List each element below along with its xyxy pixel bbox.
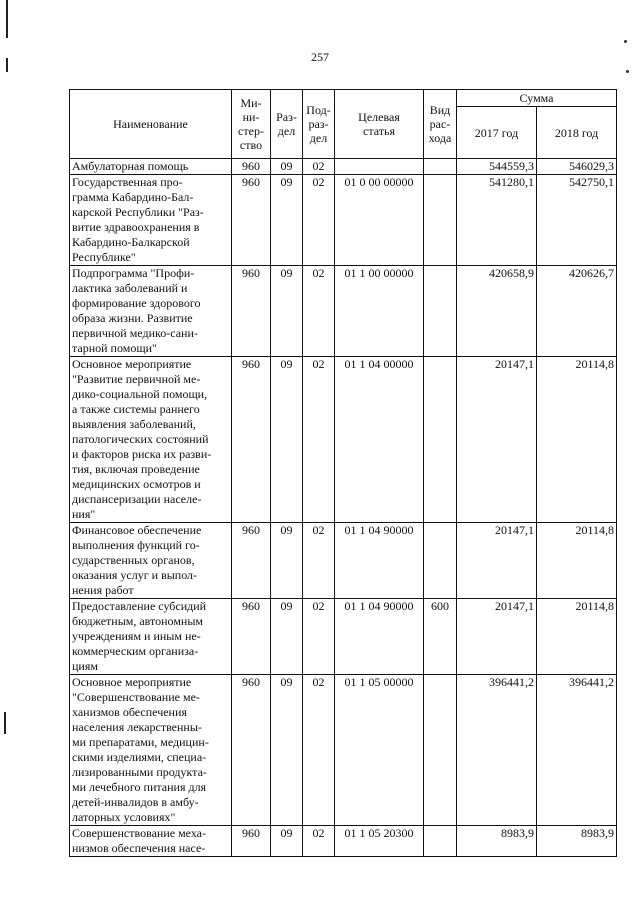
row-expense-type bbox=[424, 675, 457, 826]
row-sum-2017: 396441,2 bbox=[457, 675, 537, 826]
row-subsection: 02 bbox=[303, 826, 335, 857]
row-name: Основное мероприятие "Совершенствование ме- ханизмов обеспечения населения лекарственны- ми препаратами, медицин- скими изделиями, специа- лизированными продукта- ми лечебного питания для детей-инвалидов в амбу- латорных условиях" bbox=[70, 675, 232, 826]
scan-edge-mark-bottom bbox=[4, 712, 6, 734]
row-section: 09 bbox=[271, 826, 303, 857]
row-target: 01 1 04 90000 bbox=[335, 523, 424, 599]
row-section: 09 bbox=[271, 266, 303, 357]
header-target: Целевая статья bbox=[335, 90, 424, 159]
row-sum-2017: 20147,1 bbox=[457, 599, 537, 675]
row-target bbox=[335, 159, 424, 175]
table-row bbox=[70, 175, 617, 266]
row-sum-2017: 544559,3 bbox=[457, 159, 537, 175]
row-target: 01 1 05 20300 bbox=[335, 826, 424, 857]
row-subsection: 02 bbox=[303, 599, 335, 675]
row-subsection: 02 bbox=[303, 159, 335, 175]
row-ministry: 960 bbox=[232, 826, 271, 857]
row-ministry: 960 bbox=[232, 159, 271, 175]
row-target: 01 1 05 00000 bbox=[335, 675, 424, 826]
header-sum: Сумма bbox=[457, 90, 617, 107]
row-ministry: 960 bbox=[232, 599, 271, 675]
row-sum-2017: 8983,9 bbox=[457, 826, 537, 857]
header-year-2017: 2017 год bbox=[457, 107, 537, 159]
scan-dot-1 bbox=[624, 40, 627, 43]
row-sum-2017: 20147,1 bbox=[457, 523, 537, 599]
row-section: 09 bbox=[271, 357, 303, 523]
row-expense-type: 600 bbox=[424, 599, 457, 675]
header-subsection: Под- раз- дел bbox=[303, 90, 335, 159]
row-target: 01 1 04 00000 bbox=[335, 357, 424, 523]
row-subsection: 02 bbox=[303, 357, 335, 523]
row-sum-2017: 541280,1 bbox=[457, 175, 537, 266]
scan-dot-2 bbox=[626, 70, 629, 73]
table-row bbox=[70, 357, 617, 523]
row-ministry: 960 bbox=[232, 266, 271, 357]
header-name: Наименование bbox=[70, 90, 232, 159]
row-name: Государственная про- грамма Кабардино-Бал- карской Республики "Раз- витие здравоохранения в Кабардино-Балкарской Республике" bbox=[70, 175, 232, 266]
row-section: 09 bbox=[271, 159, 303, 175]
row-target: 01 0 00 00000 bbox=[335, 175, 424, 266]
row-name: Амбулаторная помощь bbox=[70, 159, 232, 175]
row-sum-2018: 8983,9 bbox=[537, 826, 617, 857]
row-expense-type bbox=[424, 159, 457, 175]
row-expense-type bbox=[424, 266, 457, 357]
table-row bbox=[70, 159, 617, 175]
row-section: 09 bbox=[271, 523, 303, 599]
table-row bbox=[70, 826, 617, 857]
row-subsection: 02 bbox=[303, 523, 335, 599]
row-ministry: 960 bbox=[232, 357, 271, 523]
row-sum-2018: 396441,2 bbox=[537, 675, 617, 826]
row-expense-type bbox=[424, 175, 457, 266]
row-name: Предоставление субсидий бюджетным, автономным учреждениям и иным не- коммерческим организа- циям bbox=[70, 599, 232, 675]
table-row bbox=[70, 675, 617, 826]
row-expense-type bbox=[424, 357, 457, 523]
header-year-2018: 2018 год bbox=[537, 107, 617, 159]
row-sum-2018: 20114,8 bbox=[537, 357, 617, 523]
row-name: Подпрограмма "Профи- лактика заболеваний и формирование здорового образа жизни. Развитие первичной медико-сани- тарной помощи" bbox=[70, 266, 232, 357]
row-subsection: 02 bbox=[303, 175, 335, 266]
table-row bbox=[70, 599, 617, 675]
row-target: 01 1 04 90000 bbox=[335, 599, 424, 675]
header-ministry: Ми- ни- стер- ство bbox=[232, 90, 271, 159]
row-sum-2018: 546029,3 bbox=[537, 159, 617, 175]
header-section: Раз- дел bbox=[271, 90, 303, 159]
row-sum-2017: 20147,1 bbox=[457, 357, 537, 523]
row-name: Основное мероприятие "Развитие первичной ме- дико-социальной помощи, а также системы раннего выявления заболеваний, патологических состояний и факторов риска их разви- тия, включая проведение медицинских осмотров и диспансеризации населе- ния" bbox=[70, 357, 232, 523]
row-sum-2018: 20114,8 bbox=[537, 523, 617, 599]
row-expense-type bbox=[424, 826, 457, 857]
row-ministry: 960 bbox=[232, 175, 271, 266]
page-number: 257 bbox=[311, 50, 329, 64]
row-expense-type bbox=[424, 523, 457, 599]
table-row bbox=[70, 266, 617, 357]
row-ministry: 960 bbox=[232, 675, 271, 826]
row-sum-2018: 420626,7 bbox=[537, 266, 617, 357]
scan-edge-mark-top bbox=[6, 0, 8, 38]
row-sum-2018: 542750,1 bbox=[537, 175, 617, 266]
row-section: 09 bbox=[271, 175, 303, 266]
row-sum-2017: 420658,9 bbox=[457, 266, 537, 357]
budget-table bbox=[69, 89, 617, 857]
row-name: Совершенствование меха- низмов обеспечения насе- bbox=[70, 826, 232, 857]
row-name: Финансовое обеспечение выполнения функций го- сударственных органов, оказания услуг и выпол- нения работ bbox=[70, 523, 232, 599]
row-target: 01 1 00 00000 bbox=[335, 266, 424, 357]
row-subsection: 02 bbox=[303, 266, 335, 357]
row-sum-2018: 20114,8 bbox=[537, 599, 617, 675]
row-ministry: 960 bbox=[232, 523, 271, 599]
row-subsection: 02 bbox=[303, 675, 335, 826]
row-section: 09 bbox=[271, 675, 303, 826]
header-expense-type: Вид рас- хода bbox=[424, 90, 457, 159]
table-row bbox=[70, 523, 617, 599]
row-section: 09 bbox=[271, 599, 303, 675]
